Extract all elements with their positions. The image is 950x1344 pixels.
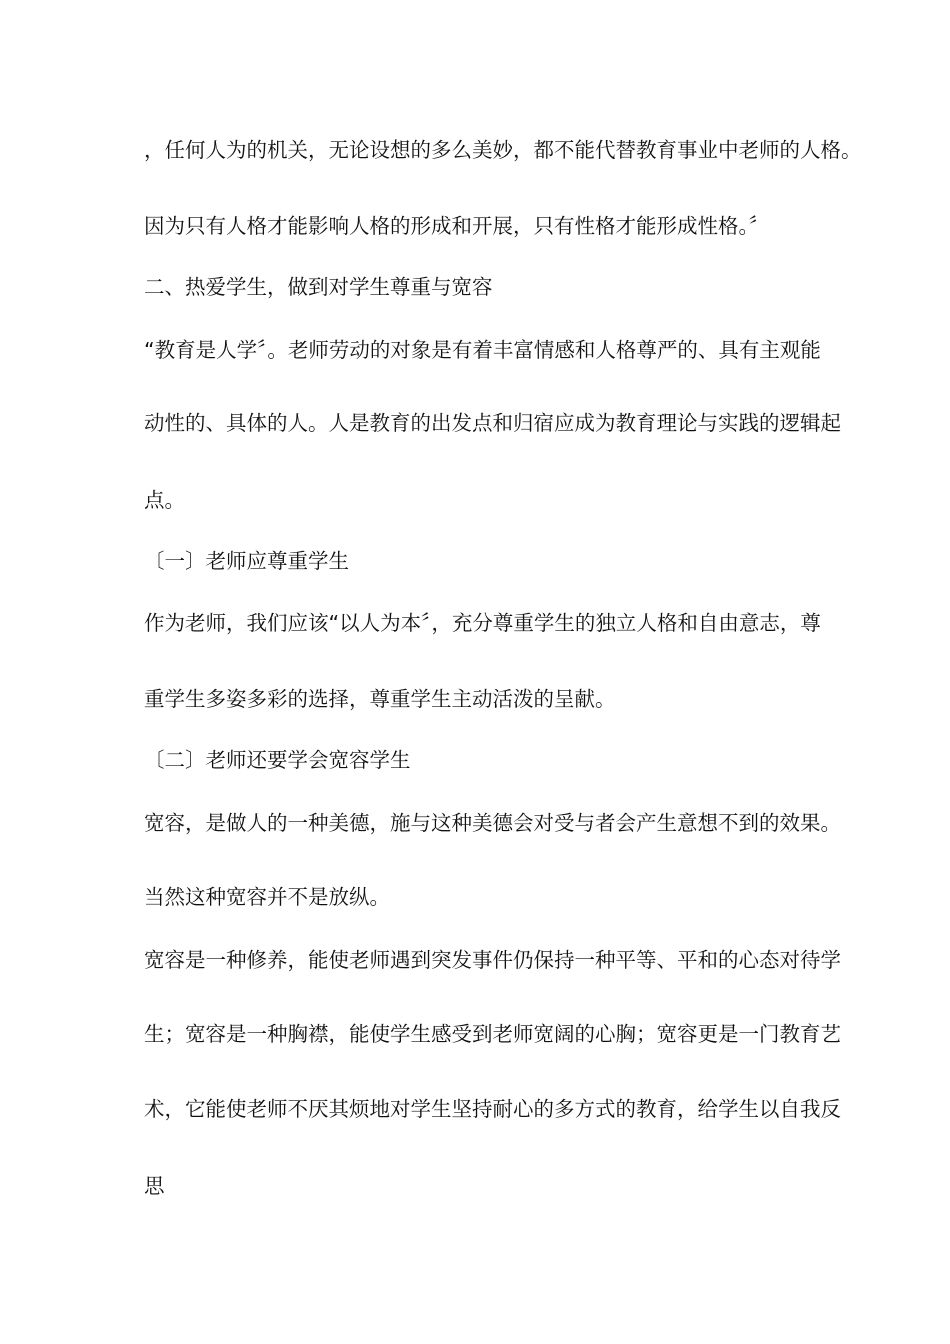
text-line: ，任何人为的机关，无论设想的多么美妙，都不能代替教育事业中老师的人格。 [144,138,862,162]
text-line: 因为只有人格才能影响人格的形成和开展，只有性格才能形成性格。〞 [144,214,770,238]
text-line: 宽容，是做人的一种美德，施与这种美德会对受与者会产生意想不到的效果。 [144,811,841,835]
subsection-heading: 〔一〕老师应尊重学生 [144,549,349,573]
text-line: 动性的、具体的人。人是教育的出发点和归宿应成为教育理论与实践的逻辑起 [144,411,841,435]
text-line: 重学生多姿多彩的选择，尊重学生主动活泼的呈献。 [144,687,616,711]
text-line: 术，它能使老师不厌其烦地对学生坚持耐心的多方式的教育，给学生以自我反 [144,1097,841,1121]
text-line: 作为老师，我们应该“以人为本〞，充分尊重学生的独立人格和自由意志，尊 [144,611,821,635]
text-line: 宽容是一种修养，能使老师遇到突发事件仍保持一种平等、平和的心态对待学 [144,948,841,972]
text-line: 点。 [144,488,185,512]
text-line: 当然这种宽容并不是放纵。 [144,885,390,909]
section-heading: 二、热爱学生，做到对学生尊重与宽容 [144,275,493,299]
text-line: “教育是人学〞。老师劳动的对象是有着丰富情感和人格尊严的、具有主观能 [144,338,821,362]
subsection-heading: 〔二〕老师还要学会宽容学生 [144,748,411,772]
text-line: 思 [144,1174,165,1198]
text-line: 生；宽容是一种胸襟，能使学生感受到老师宽阔的心胸；宽容更是一门教育艺 [144,1022,841,1046]
